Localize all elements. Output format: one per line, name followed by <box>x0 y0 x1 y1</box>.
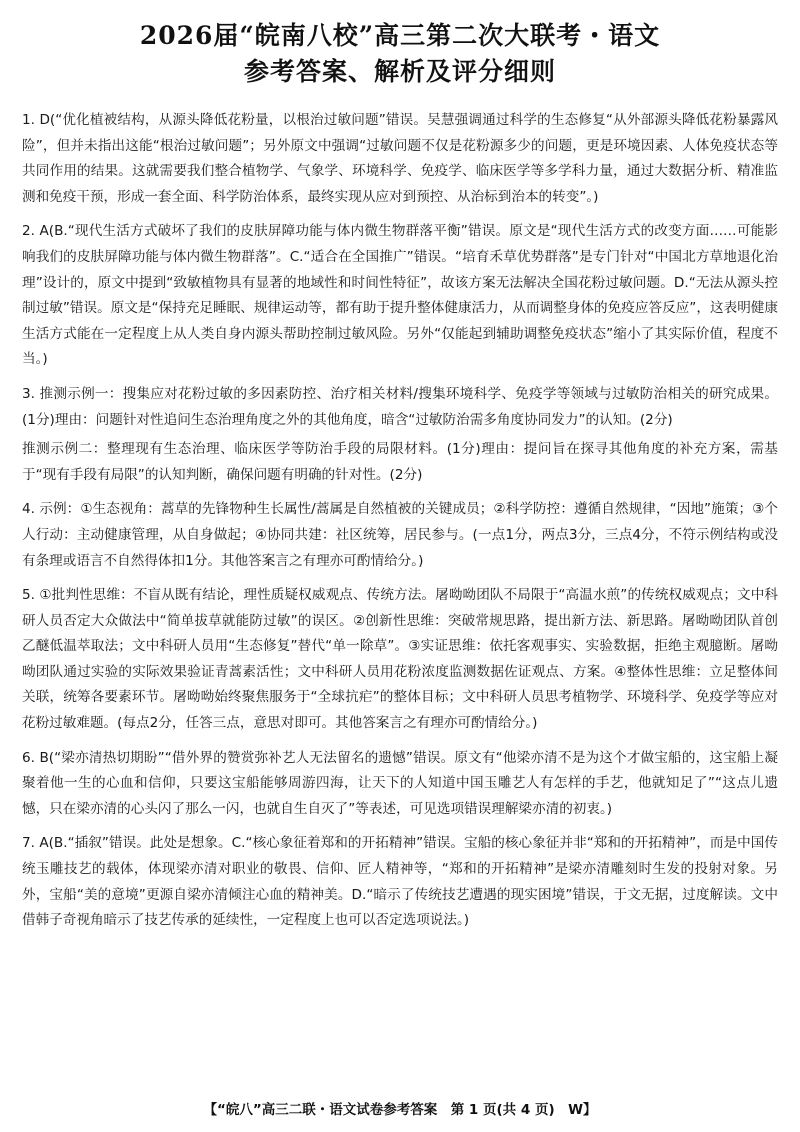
answer-text: 推测示例二：整理现有生态治理、临床医学等防治手段的局限材料。(1分)理由：提问旨在探寻其他角度的补充方案，需基于“现有手段有局限”的认知判断，确保问题有明确的针对性。(2分) <box>22 441 778 483</box>
answer-item-7 <box>22 831 778 933</box>
answer-item-4 <box>22 497 778 574</box>
exam-title: 2026届“皖南八校”高三第二次大联考・语文 <box>139 21 661 50</box>
answer-key-subtitle: 参考答案、解析及评分细则 <box>243 57 556 86</box>
document-title <box>22 18 778 90</box>
answer-list <box>22 108 778 934</box>
answer-text: 4. 示例：①生态视角：蒿草的先锋物种生长属性/蒿属是自然植被的关键成员；②科学防控：遵循自然规律，“因地”施策；③个人行动：主动健康管理，从自身做起；④协同共建：社区统筹，居民参与。(一点1分，两点3分，三点4分，不符示例结构或没有条理或语言不自然得体扣1分。其他答案言之有理亦可酌情给分。) <box>22 501 778 569</box>
answer-text: 1. D(“优化植被结构，从源头降低花粉量，以根治过敏问题”错误。吴慧强调通过科学的生态修复“从外部源头降低花粉暴露风险”，但并未指出这能“根治过敏问题”；另外原文中强调“过敏问题不仅是花粉源多少的问题，更是环境因素、人体免疫状态等共同作用的结果。这就需要我们整合植物学、气象学、环境科学、免疫学、临床医学等多学科力量，通过大数据分析、精准监测和免疫干预，形成一套全面、科学防治体系，最终实现从应对到预控、从治标到治本的转变”。) <box>22 112 778 205</box>
answer-item-2 <box>22 219 778 373</box>
answer-item-5 <box>22 583 778 737</box>
answer-text: 2. A(B.“现代生活方式破坏了我们的皮肤屏障功能与体内微生物群落平衡”错误。原文是“现代生活方式的改变方面……可能影响我们的皮肤屏障功能与体内微生物群落”。C.“适合在全国推广”错误。“培育禾草优势群落”是专门针对“中国北方草地退化治理”设计的，原文中提到“致敏植物具有显著的地域性和时间性特征”，故该方案无法解决全国花粉过敏问题。D.“无法从源头控制过敏”错误。原文是“保持充足睡眠、规律运动等，都有助于提升整体健康活力，从而调整身体的免疫应答反应”，这表明健康生活方式能在一定程度上从人类自身内源头帮助控制过敏风险。另外“仅能起到辅助调整免疫状态”缩小了其实际价值，程度不当。) <box>22 223 778 368</box>
page-footer: 【“皖八”高三二联・语文试卷参考答案 第 1 页(共 4 页) W】 <box>203 1102 597 1118</box>
answer-item-6 <box>22 746 778 823</box>
answer-text: 6. B(“梁亦清热切期盼”“借外界的赞赏弥补艺人无法留名的遗憾”错误。原文有“他梁亦清不是为这个才做宝船的，这宝船上凝聚着他一生的心血和信仰，只要这宝船能够周游四海，让天下的人知道中国玉雕艺人有怎样的手艺，他就知足了”“这点儿遗憾，只在梁亦清的心头闪了那么一闪，也就自生自灭了”等表述，可见选项错误理解梁亦清的初衷。) <box>22 749 778 817</box>
answer-item-1 <box>22 108 778 210</box>
answer-text: 5. ①批判性思维：不盲从既有结论，理性质疑权威观点、传统方法。屠呦呦团队不局限于“高温水煎”的传统权威观点；文中科研人员否定大众做法中“简单拔草就能防过敏”的误区。②创新性思维：突破常规思路，提出新方法、新思路。屠呦呦团队首创乙醚低温萃取法；文中科研人员用“生态修复”替代“单一除草”。③实证思维：依托客观事实、实验数据，拒绝主观臆断。屠呦呦团队通过实验的实际效果验证青蒿素活性；文中科研人员用花粉浓度监测数据佐证观点、方案。④整体性思维：立足整体间关联，统筹各要素环节。屠呦呦始终聚焦服务于“全球抗疟”的整体目标；文中科研人员思考植物学、环境科学、免疫学等应对花粉过敏难题。(每点2分，任答三点，意思对即可。其他答案言之有理亦可酌情给分。) <box>22 587 778 732</box>
answer-text: 7. A(B.“插叙”错误。此处是想象。C.“核心象征着郑和的开拓精神”错误。宝船的核心象征并非“郑和的开拓精神”，而是中国传统玉雕技艺的载体，体现梁亦清对职业的敬畏、信仰、匠人精神等，“郑和的开拓精神”是梁亦清雕刻时生发的投射对象。另外，宝船“美的意境”更源自梁亦清倾注心血的精神美。D.“暗示了传统技艺遭遇的现实困境”错误，于文无据，过度解读。文中借韩子奇视角暗示了技艺传承的延续性，一定程度上也可以否定选项说法。) <box>22 835 778 929</box>
answer-item-3 <box>22 382 778 488</box>
answer-text: 3. 推测示例一：搜集应对花粉过敏的多因素防控、治疗相关材料/搜集环境科学、免疫学等领域与过敏防治相关的研究成果。(1分)理由：问题针对性追问生态治理角度之外的其他角度，暗含“过敏防治需多角度协同发力”的认知。(2分) <box>22 385 778 428</box>
